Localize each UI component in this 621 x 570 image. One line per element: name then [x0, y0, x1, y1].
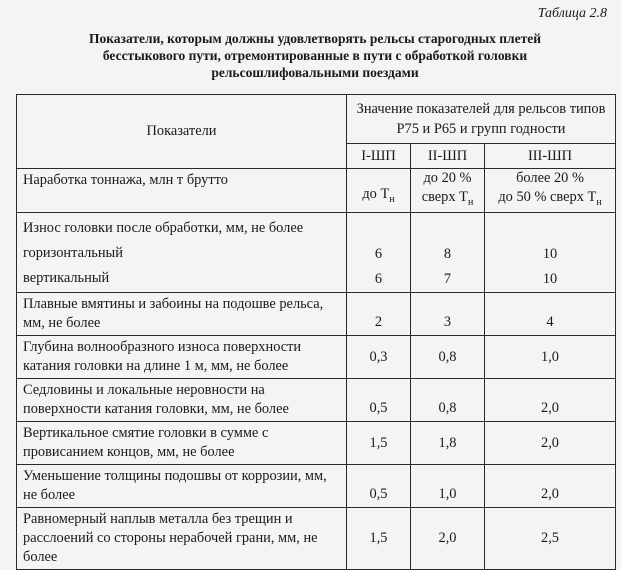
- row-sublabel: вертикальный: [23, 270, 110, 286]
- cell-value: 1,8: [411, 422, 485, 465]
- cell-value: 0,8: [411, 336, 485, 379]
- row-label: Износ головки после обработки, мм, не более: [23, 220, 304, 236]
- group-header: Значение показателей для рельсов типов Р75 и Р65 и групп годности: [347, 95, 616, 144]
- cell-value: 10: [542, 246, 558, 262]
- cell-value: [485, 169, 616, 213]
- value-line: более 20 %: [516, 170, 584, 187]
- table-row: [17, 379, 616, 422]
- row-label: Глубина волнообразного износа поверхности катания головки на длине 1 м, мм, не более: [17, 336, 347, 379]
- table-row: [17, 336, 616, 379]
- cell-value: 2,0: [485, 379, 616, 422]
- cell-value: 6: [374, 246, 383, 262]
- cell-value: 10: [542, 271, 558, 287]
- table-row: [17, 465, 616, 508]
- col-header-3: III-ШП: [485, 144, 616, 169]
- row-label: Наработка тоннажа, млн т брутто: [17, 169, 347, 213]
- title-line: бесстыкового пути, отремонтированные в пути с обработкой головки: [102, 48, 528, 63]
- col-header-1: I-ШП: [347, 144, 411, 169]
- cell-value: 1,5: [347, 422, 411, 465]
- cell-value: 1,0: [485, 336, 616, 379]
- title-line: рельсошлифовальными поездами: [211, 65, 419, 80]
- cell-value: 4: [485, 293, 616, 336]
- row-label: Равномерный наплыв металла без трещин и расслоений со стороны нерабочей грани, мм, не более: [17, 508, 347, 570]
- cell-value: 0,8: [411, 379, 485, 422]
- cell-value: [347, 169, 411, 213]
- row-sublabel: горизонтальный: [23, 245, 123, 261]
- value-text: сверх T: [421, 189, 468, 206]
- table-caption: Таблица 2.8: [537, 6, 607, 21]
- indicators-table: [16, 94, 616, 570]
- cell-value: [411, 169, 485, 213]
- value-sub: н: [467, 196, 474, 208]
- cell-value: 2,5: [485, 508, 616, 570]
- cell-value: 0,3: [347, 336, 411, 379]
- row-label: Плавные вмятины и забоины на подошве рельса, мм, не более: [17, 293, 347, 336]
- param-header: Показатели: [17, 95, 347, 169]
- table-row: [17, 169, 616, 213]
- header-row: [17, 95, 616, 144]
- row-label: Уменьшение толщины подошвы от коррозии, мм, не более: [17, 465, 347, 508]
- cell-value: 7: [443, 271, 452, 287]
- value-sub: н: [596, 196, 602, 208]
- table-row: [17, 422, 616, 465]
- cell-value: 2,0: [411, 508, 485, 570]
- value-text: до 50 % сверх T: [498, 189, 597, 206]
- cell-value: 8: [443, 246, 452, 262]
- table-row: [17, 293, 616, 336]
- value-line: до 20 %: [423, 170, 472, 187]
- cell-value: 6: [374, 271, 383, 287]
- cell-value: 0,5: [347, 465, 411, 508]
- row-label: Седловины и локальные неровности на поверхности катания головки, мм, не более: [17, 379, 347, 422]
- col-header-2: II-ШП: [411, 144, 485, 169]
- cell-value: 2,0: [485, 465, 616, 508]
- cell-value: 2,0: [485, 422, 616, 465]
- row-label: Вертикальное смятие головки в сумме с провисанием концов, мм, не более: [17, 422, 347, 465]
- cell-value: 2: [347, 293, 411, 336]
- cell-value: 0,5: [347, 379, 411, 422]
- value-sub: н: [389, 194, 395, 205]
- table-title: [20, 30, 610, 81]
- table-row: [17, 213, 616, 293]
- title-line: Показатели, которым должны удовлетворять рельсы старогодных плетей: [88, 31, 542, 46]
- cell-value: 3: [411, 293, 485, 336]
- cell-value: 1,0: [411, 465, 485, 508]
- value-text: до T: [362, 186, 390, 203]
- cell-value: 1,5: [347, 508, 411, 570]
